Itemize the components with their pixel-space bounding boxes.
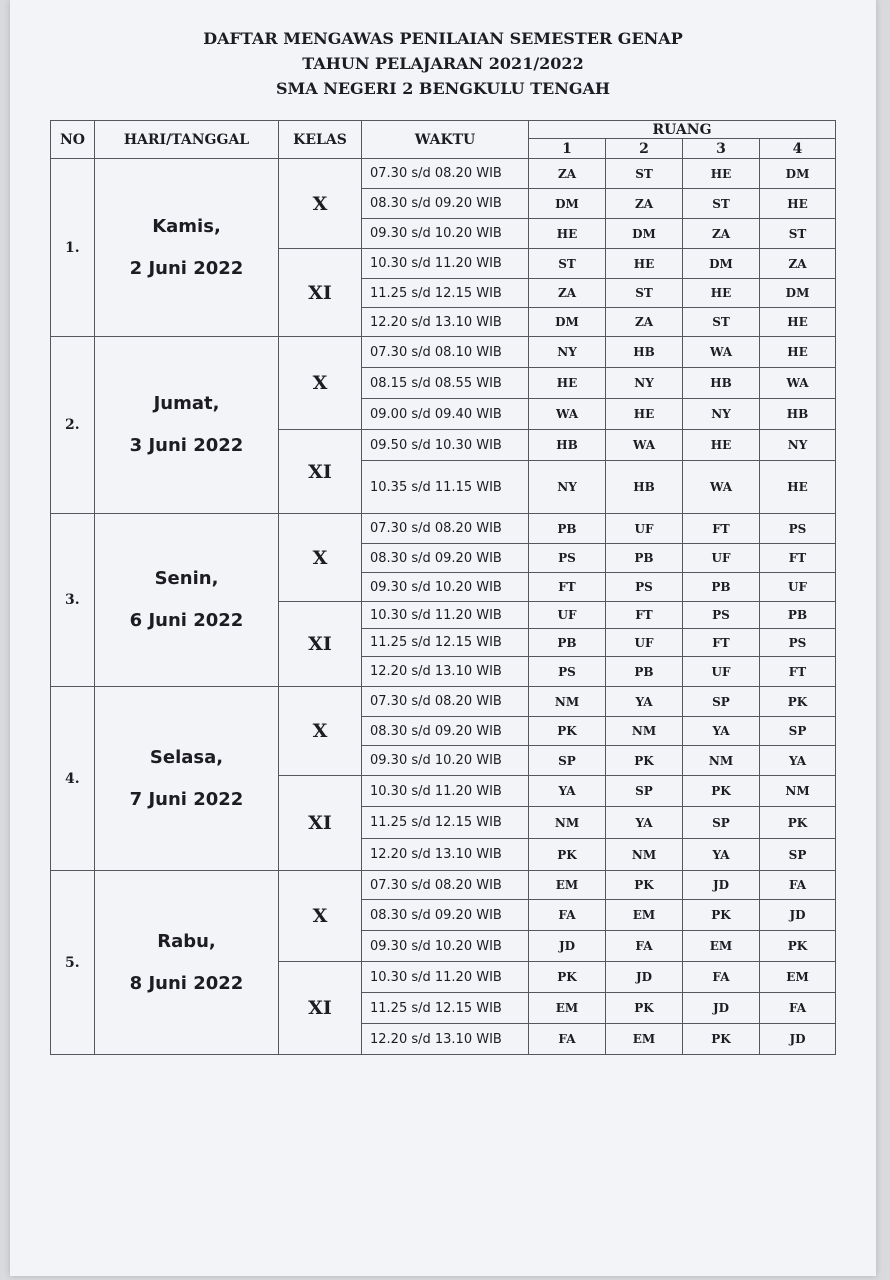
invigilator-code: PK	[683, 776, 760, 807]
invigilator-code: ST	[606, 279, 683, 308]
invigilator-code: YA	[683, 717, 760, 746]
time-slot: 07.30 s/d 08.20 WIB	[362, 871, 529, 900]
table-row	[51, 514, 836, 544]
time-slot: 10.35 s/d 11.15 WIB	[362, 461, 529, 514]
invigilator-code: PK	[683, 1024, 760, 1055]
invigilator-code: NY	[760, 430, 836, 461]
time-slot: 09.00 s/d 09.40 WIB	[362, 399, 529, 430]
invigilator-code: PK	[760, 807, 836, 839]
invigilator-code: FT	[683, 514, 760, 544]
class-level: X	[279, 159, 362, 249]
invigilator-code: WA	[683, 337, 760, 368]
invigilator-code: HB	[683, 368, 760, 399]
day-name: Senin,	[154, 568, 219, 589]
invigilator-code: ZA	[529, 279, 606, 308]
invigilator-code: DM	[606, 219, 683, 249]
invigilator-code: PB	[529, 514, 606, 544]
class-level: X	[279, 337, 362, 430]
header-room-number: 1	[529, 139, 606, 159]
invigilator-code: UF	[760, 573, 836, 602]
invigilator-code: PB	[606, 657, 683, 687]
invigilator-code: NM	[529, 687, 606, 717]
invigilator-code: YA	[606, 687, 683, 717]
invigilator-code: PS	[683, 602, 760, 629]
invigilator-code: HE	[683, 159, 760, 189]
invigilator-code: ST	[606, 159, 683, 189]
class-level: XI	[279, 776, 362, 871]
row-number: 3.	[51, 514, 95, 687]
invigilator-code: UF	[529, 602, 606, 629]
day-name: Rabu,	[157, 930, 216, 952]
invigilator-code: UF	[683, 657, 760, 687]
class-level: XI	[279, 602, 362, 687]
time-slot: 12.20 s/d 13.10 WIB	[362, 308, 529, 337]
invigilator-code: WA	[606, 430, 683, 461]
invigilator-code: PB	[529, 629, 606, 657]
invigilator-code: SP	[760, 717, 836, 746]
invigilator-code: NY	[683, 399, 760, 430]
invigilator-code: YA	[606, 807, 683, 839]
invigilator-code: PK	[529, 962, 606, 993]
time-slot: 07.30 s/d 08.20 WIB	[362, 159, 529, 189]
table-row	[51, 871, 836, 900]
invigilator-code: PK	[760, 687, 836, 717]
invigilator-code: FA	[760, 871, 836, 900]
invigilator-code: YA	[529, 776, 606, 807]
invigilator-code: PS	[760, 514, 836, 544]
time-slot: 10.30 s/d 11.20 WIB	[362, 776, 529, 807]
table-row	[51, 159, 836, 189]
exam-date: 3 Juni 2022	[129, 435, 244, 456]
time-slot: 08.15 s/d 08.55 WIB	[362, 368, 529, 399]
invigilator-code: FT	[529, 573, 606, 602]
time-slot: 12.20 s/d 13.10 WIB	[362, 1024, 529, 1055]
invigilator-code: PK	[760, 931, 836, 962]
invigilator-code: ST	[683, 189, 760, 219]
invigilator-code: HE	[760, 337, 836, 368]
time-slot: 12.20 s/d 13.10 WIB	[362, 657, 529, 687]
class-level: X	[279, 514, 362, 602]
invigilator-code: ZA	[529, 159, 606, 189]
row-number: 5.	[51, 871, 95, 1055]
invigilator-code: ST	[760, 219, 836, 249]
invigilator-code: HE	[529, 219, 606, 249]
day-name: Jumat,	[153, 393, 220, 414]
time-slot: 09.50 s/d 10.30 WIB	[362, 430, 529, 461]
class-level: X	[279, 871, 362, 962]
time-slot: 08.30 s/d 09.20 WIB	[362, 900, 529, 931]
invigilator-code: NM	[606, 839, 683, 871]
invigilator-code: UF	[683, 544, 760, 573]
time-slot: 11.25 s/d 12.15 WIB	[362, 629, 529, 657]
day-name: Kamis,	[152, 215, 221, 237]
time-slot: 11.25 s/d 12.15 WIB	[362, 993, 529, 1024]
invigilator-code: JD	[529, 931, 606, 962]
table-row	[51, 687, 836, 717]
invigilator-code: SP	[683, 687, 760, 717]
invigilator-code: JD	[760, 900, 836, 931]
invigilator-code: NY	[529, 461, 606, 514]
invigilator-code: DM	[529, 189, 606, 219]
invigilator-code: JD	[683, 871, 760, 900]
day-date-cell	[95, 159, 279, 337]
paper-sheet	[10, 0, 876, 1276]
invigilator-code: PK	[683, 900, 760, 931]
invigilator-code: NY	[606, 368, 683, 399]
invigilator-code: PB	[606, 544, 683, 573]
header-room: RUANG	[529, 121, 836, 139]
document-subtitle-year: TAHUN PELAJARAN 2021/2022	[302, 54, 584, 73]
invigilator-code: YA	[683, 839, 760, 871]
invigilator-code: FA	[683, 962, 760, 993]
invigilator-code: PK	[529, 717, 606, 746]
day-date-cell	[95, 871, 279, 1055]
invigilator-code: JD	[606, 962, 683, 993]
invigilator-code: ZA	[760, 249, 836, 279]
exam-date: 6 Juni 2022	[129, 610, 244, 631]
time-slot: 09.30 s/d 10.20 WIB	[362, 931, 529, 962]
invigilator-code: EM	[529, 993, 606, 1024]
invigilator-code: PK	[606, 746, 683, 776]
time-slot: 09.30 s/d 10.20 WIB	[362, 219, 529, 249]
invigilator-code: NM	[606, 717, 683, 746]
invigilator-code: HE	[683, 279, 760, 308]
row-number: 4.	[51, 687, 95, 871]
invigilator-code: EM	[606, 900, 683, 931]
table-row	[51, 337, 836, 368]
invigilator-code: FA	[760, 993, 836, 1024]
time-slot: 08.30 s/d 09.20 WIB	[362, 189, 529, 219]
invigilator-code: FA	[529, 900, 606, 931]
invigilator-code: FT	[760, 657, 836, 687]
invigilator-code: ZA	[606, 308, 683, 337]
class-level: X	[279, 687, 362, 776]
header-room-number: 4	[760, 139, 836, 159]
invigilator-code: FT	[760, 544, 836, 573]
invigilator-code: HE	[760, 308, 836, 337]
header-class: KELAS	[279, 121, 362, 159]
time-slot: 11.25 s/d 12.15 WIB	[362, 807, 529, 839]
invigilator-code: SP	[683, 807, 760, 839]
invigilator-code: HE	[529, 368, 606, 399]
time-slot: 07.30 s/d 08.20 WIB	[362, 514, 529, 544]
invigilator-code: FA	[606, 931, 683, 962]
invigilator-code: EM	[529, 871, 606, 900]
invigilator-code: WA	[529, 399, 606, 430]
invigilator-code: ZA	[683, 219, 760, 249]
invigilator-code: HE	[760, 461, 836, 514]
invigilator-code: SP	[529, 746, 606, 776]
invigilator-code: DM	[760, 279, 836, 308]
invigilator-code: YA	[760, 746, 836, 776]
invigilator-code: UF	[606, 514, 683, 544]
invigilator-code: FA	[529, 1024, 606, 1055]
header-no: NO	[51, 121, 95, 159]
time-slot: 11.25 s/d 12.15 WIB	[362, 279, 529, 308]
invigilator-code: HE	[760, 189, 836, 219]
time-slot: 09.30 s/d 10.20 WIB	[362, 746, 529, 776]
day-date-cell	[95, 687, 279, 871]
invigilator-code: PS	[529, 657, 606, 687]
invigilator-code: HE	[606, 399, 683, 430]
invigilator-code: DM	[760, 159, 836, 189]
invigilator-code: JD	[683, 993, 760, 1024]
invigilator-code: JD	[760, 1024, 836, 1055]
exam-date: 8 Juni 2022	[129, 972, 244, 994]
invigilator-code: PK	[606, 993, 683, 1024]
header-time: WAKTU	[362, 121, 529, 159]
invigilator-code: PK	[606, 871, 683, 900]
class-level: XI	[279, 249, 362, 337]
invigilator-code: ST	[529, 249, 606, 279]
time-slot: 10.30 s/d 11.20 WIB	[362, 962, 529, 993]
invigilator-code: EM	[683, 931, 760, 962]
exam-date: 2 Juni 2022	[129, 257, 244, 279]
time-slot: 10.30 s/d 11.20 WIB	[362, 602, 529, 629]
invigilator-code: EM	[760, 962, 836, 993]
header-day-date: HARI/TANGGAL	[95, 121, 279, 159]
day-date-cell	[95, 337, 279, 514]
invigilator-code: NM	[529, 807, 606, 839]
invigilator-code: NY	[529, 337, 606, 368]
invigilator-code: PB	[760, 602, 836, 629]
time-slot: 10.30 s/d 11.20 WIB	[362, 249, 529, 279]
invigilator-code: EM	[606, 1024, 683, 1055]
row-number: 1.	[51, 159, 95, 337]
invigilator-code: HB	[529, 430, 606, 461]
invigilator-code: PB	[683, 573, 760, 602]
invigilator-schedule-table	[50, 120, 836, 1055]
time-slot: 08.30 s/d 09.20 WIB	[362, 717, 529, 746]
invigilator-code: SP	[760, 839, 836, 871]
header-room-number: 2	[606, 139, 683, 159]
invigilator-code: WA	[760, 368, 836, 399]
invigilator-code: HE	[606, 249, 683, 279]
invigilator-code: HB	[606, 337, 683, 368]
invigilator-code: WA	[683, 461, 760, 514]
day-date-cell	[95, 514, 279, 687]
header-room-number: 3	[683, 139, 760, 159]
invigilator-code: UF	[606, 629, 683, 657]
invigilator-code: NM	[760, 776, 836, 807]
class-level: XI	[279, 962, 362, 1055]
invigilator-code: HB	[606, 461, 683, 514]
invigilator-code: FT	[683, 629, 760, 657]
invigilator-code: HE	[683, 430, 760, 461]
invigilator-code: HB	[760, 399, 836, 430]
invigilator-code: PS	[606, 573, 683, 602]
invigilator-code: ST	[683, 308, 760, 337]
day-name: Selasa,	[149, 746, 224, 768]
time-slot: 09.30 s/d 10.20 WIB	[362, 573, 529, 602]
invigilator-code: NM	[683, 746, 760, 776]
document-subtitle-school: SMA NEGERI 2 BENGKULU TENGAH	[275, 79, 611, 98]
invigilator-code: DM	[683, 249, 760, 279]
time-slot: 08.30 s/d 09.20 WIB	[362, 544, 529, 573]
time-slot: 07.30 s/d 08.10 WIB	[362, 337, 529, 368]
invigilator-code: FT	[606, 602, 683, 629]
invigilator-code: PS	[760, 629, 836, 657]
schedule-body	[51, 159, 836, 1055]
invigilator-code: ZA	[606, 189, 683, 219]
invigilator-code: PK	[529, 839, 606, 871]
invigilator-code: DM	[529, 308, 606, 337]
invigilator-code: PS	[529, 544, 606, 573]
class-level: XI	[279, 430, 362, 514]
time-slot: 12.20 s/d 13.10 WIB	[362, 839, 529, 871]
time-slot: 07.30 s/d 08.20 WIB	[362, 687, 529, 717]
invigilator-code: SP	[606, 776, 683, 807]
document-title: DAFTAR MENGAWAS PENILAIAN SEMESTER GENAP	[203, 29, 683, 48]
row-number: 2.	[51, 337, 95, 514]
exam-date: 7 Juni 2022	[129, 788, 244, 810]
